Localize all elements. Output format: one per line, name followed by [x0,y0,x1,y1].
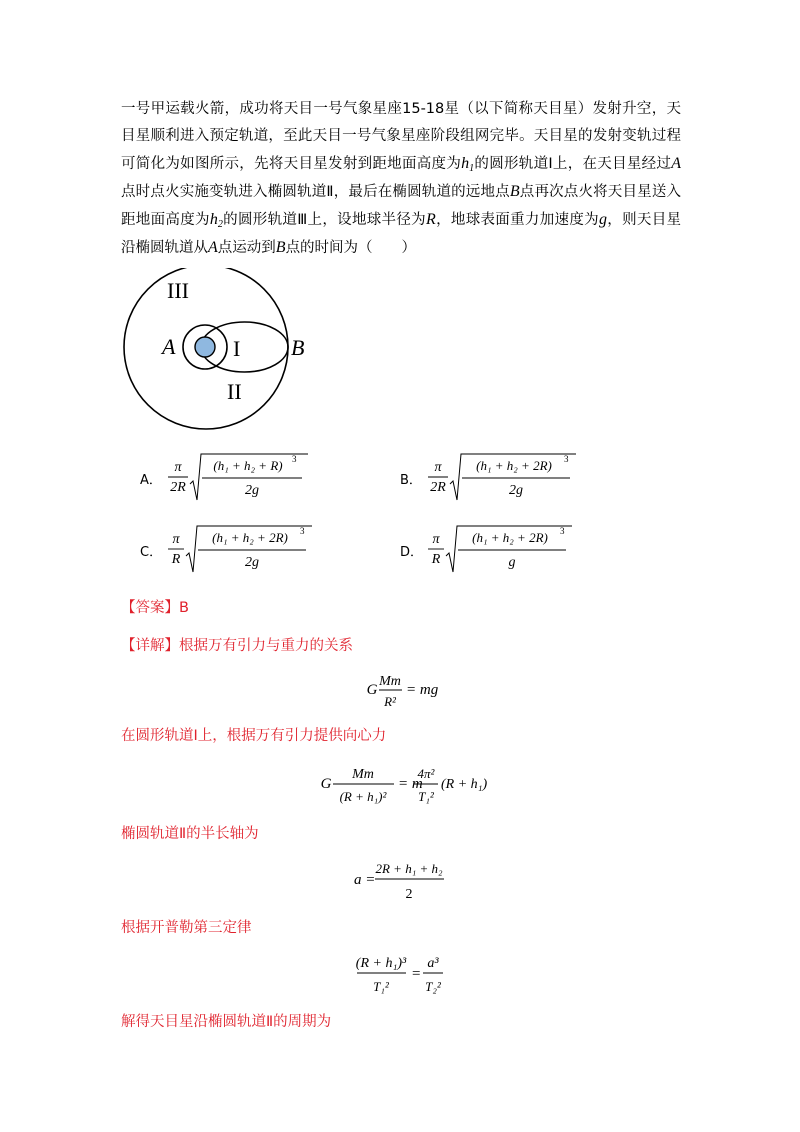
svg-text:2R + h₁ + h₂: 2R + h₁ + h₂ [375,861,443,876]
problem-text-part: 的圆形轨道Ⅰ上，在天目星经过 [474,156,672,172]
var-A: A [208,239,218,256]
var-A: A [671,155,681,172]
problem-text-part: 点的时间为（ ） [285,240,417,256]
problem-text-part: 一号甲运载火箭，成功将天目一号气象星座15-18星（以下简称天目星）发射升空，天目星顺利进入预定轨道，至此天目一号气象星座阶段组网完毕。天目星的发射变轨过程可简化为如图所示，先将天目星发射到距地面高度为 [121,101,681,172]
svg-text:T₁²: T₁² [373,979,389,994]
svg-text:4π²: 4π² [417,766,435,781]
svg-text:(h₁ + h₂ + 2R): (h₁ + h₂ + 2R) [472,530,548,545]
problem-text-part: 点运动到 [217,240,276,256]
equation-centripetal [0,758,800,808]
option-formula [168,520,338,580]
svg-text:G: G [366,682,378,698]
option-c[interactable] [140,520,338,580]
svg-text:(R + h₁)³: (R + h₁)³ [355,956,407,971]
svg-text:R²: R² [384,694,396,709]
option-b[interactable] [400,448,598,508]
option-d[interactable] [400,520,598,580]
svg-text:Mm: Mm [379,674,401,689]
var-g: g [598,211,607,228]
detail-step-1: 【详解】根据万有引力与重力的关系 [121,638,353,654]
label-I: I [233,336,241,361]
svg-text:2g: 2g [509,483,523,498]
problem-text-part: 点时点火实施变轨进入椭圆轨道Ⅱ，最后在椭圆轨道的远地点 [121,184,510,200]
svg-text:2R: 2R [170,480,186,495]
svg-text:R: R [171,552,181,567]
answer-label: 【答案】 [121,600,179,616]
detail-step-5: 解得天目星沿椭圆轨道Ⅱ的周期为 [121,1014,332,1030]
detail-step-2: 在圆形轨道Ⅰ上，根据万有引力提供向心力 [121,728,387,744]
svg-text:G: G [320,776,332,792]
svg-text:2g: 2g [245,555,259,570]
svg-text:(h₁ + h₂ + 2R): (h₁ + h₂ + 2R) [212,530,288,545]
svg-text:3: 3 [564,454,569,464]
earth-icon [195,337,215,357]
problem-text-part: ，则天目星沿椭圆轨道从 [121,212,682,256]
svg-text:a =: a = [354,872,376,888]
problem-text [121,96,681,262]
svg-text:π: π [174,460,182,475]
svg-text:π: π [434,460,442,475]
label-III: III [167,278,189,303]
svg-text:a³: a³ [427,956,439,971]
svg-text:T₁²: T₁² [418,789,434,804]
answer-value: B [179,600,189,616]
svg-text:(R + h₁)²: (R + h₁)² [339,789,387,804]
svg-text:= m: = m [398,776,423,792]
label-B: B [291,335,305,360]
equation-kepler-third-law [0,946,800,998]
var-B: B [509,183,520,200]
svg-text:= mg: = mg [406,682,439,698]
var-h1: $h_1$ [461,155,475,174]
var-h2: $h_2$ [209,211,223,230]
option-formula [168,448,328,508]
svg-text:Mm: Mm [352,767,374,782]
detail-step-3: 椭圆轨道Ⅱ的半长轴为 [121,826,259,842]
detail-label: 【详解】 [121,638,179,654]
svg-text:2: 2 [405,887,413,902]
svg-text:R: R [431,552,441,567]
svg-text:2g: 2g [245,483,259,498]
svg-text:g: g [508,555,516,570]
svg-text:=: = [412,966,421,982]
orbit-diagram [120,268,310,430]
svg-text:3: 3 [560,526,565,536]
answer-line [121,596,189,617]
problem-text-part: 的圆形轨道Ⅲ上，设地球半径为 [222,212,426,228]
var-B: B [275,239,286,256]
var-R: R [425,211,436,228]
svg-text:3: 3 [300,526,305,536]
option-letter: A． [140,472,162,488]
svg-text:2R: 2R [430,480,446,495]
label-A: A [162,334,176,359]
option-letter: D． [400,544,424,560]
problem-text-part: 点再次点火将天目星送入距地面高度为 [121,184,681,228]
option-letter: B． [400,472,422,488]
svg-text:(R + h₁): (R + h₁) [441,777,488,792]
detail-step-4: 根据开普勒第三定律 [121,920,252,936]
option-a[interactable] [140,448,328,508]
option-formula [428,520,598,580]
problem-text-part: ，地球表面重力加速度为 [435,212,599,228]
svg-text:3: 3 [292,454,297,464]
svg-text:(h₁ + h₂ + R): (h₁ + h₂ + R) [213,458,283,473]
svg-text:π: π [432,532,440,547]
label-II: II [227,379,242,404]
svg-text:π: π [172,532,180,547]
svg-text:(h₁ + h₂ + 2R): (h₁ + h₂ + 2R) [476,458,552,473]
equation-semi-major-axis [0,854,800,904]
option-letter: C． [140,544,163,560]
svg-text:T₂²: T₂² [425,979,441,994]
option-formula [428,448,598,508]
equation-gravity-weight [0,666,800,712]
